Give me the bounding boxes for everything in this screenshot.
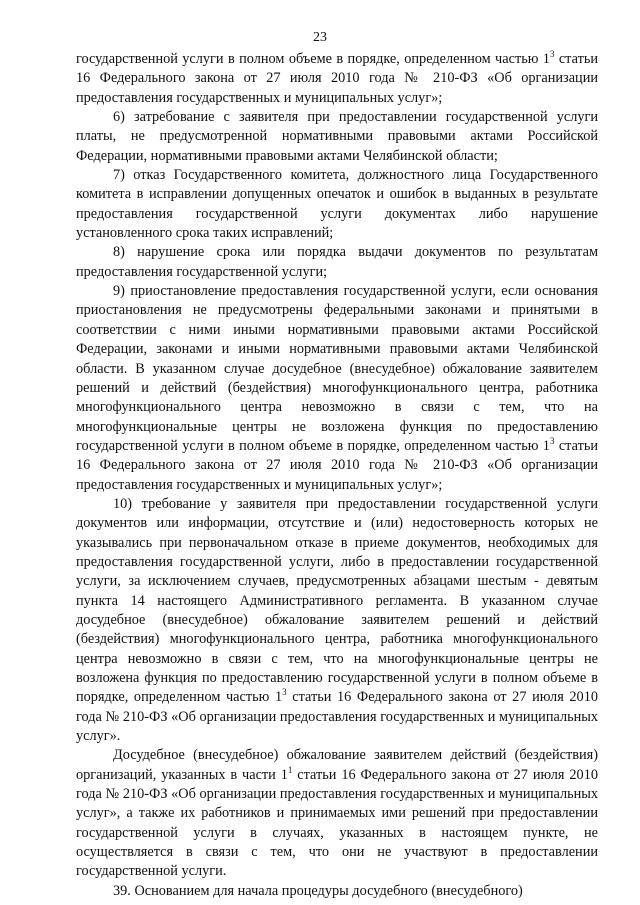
paragraph <box>76 282 598 495</box>
paragraph-text: статьи 16 Федерального закона от 27 июля 2010 года № 210-ФЗ «Об организации предоставления государственных и муниципальных услуг»; <box>76 437 598 493</box>
paragraph <box>76 243 598 282</box>
paragraph-text: Досудебное (внесудебное) обжалование заявителем действий (бездействия) организаций, указанных в части 1 <box>76 747 598 783</box>
paragraph-text: статьи 16 Федерального закона от 27 июля 2010 года № 210-ФЗ «Об организации предоставления государственных и муниципальных услуг»; <box>76 51 598 106</box>
paragraph <box>76 882 598 901</box>
paragraph <box>76 166 598 243</box>
paragraph <box>76 746 598 881</box>
paragraph-text: 39. Основанием для начала процедуры досудебного (внесудебного) <box>113 882 523 899</box>
paragraph-text: 10) требование у заявителя при предоставлении государственной услуги документов или информации, отсутствие и (или) недостоверность которых не указывались при первоначальном отказе в приеме документов, необходимых для предоставления государственной услуги, либо в предоставлении государственной услуги, за исключением случаев, предусмотренных абзацами шестым - девятым пункта 14 настоящего Административного регламента. В указанном случае досудебное (внесудебное) обжалование заявителем решений и действий (бездействия) многофункционального центра, работника многофункционального центра невозможно в связи с тем, что на многофункциональные центры не возложена функция по предоставлению государственной услуги в полном объеме в порядке, определенном частью 1 <box>76 495 598 706</box>
paragraph <box>76 50 598 108</box>
superscript: 3 <box>549 49 555 59</box>
paragraph-text: 8) нарушение срока или порядка выдачи документов по результатам предоставления государственной услуги; <box>76 244 598 280</box>
page-number: 23 <box>313 30 327 45</box>
paragraph-text: статьи 16 Федерального закона от 27 июля 2010 года № 210-ФЗ «Об организации предоставления государственных и муниципальных услуг», а также их работников и принимаемых ими решений при предоставлении государственной услуги в случаях, указанных в настоящем пункте, не осуществляется в связи с тем, что они не участвуют в предоставлении государственной услуги. <box>76 766 598 880</box>
paragraph-text: государственной услуги в полном объеме в порядке, определенном частью 1 <box>76 51 550 67</box>
paragraph-text: 6) затребование с заявителя при предоставлении государственной услуги платы, не предусмотренной нормативными правовыми актами Российской Федерации, нормативными правовыми актами Челябинской области; <box>76 109 598 164</box>
superscript: 3 <box>549 435 555 446</box>
superscript: 3 <box>282 687 287 698</box>
paragraph-text: статьи 16 Федерального закона от 27 июля 2010 года № 210-ФЗ «Об организации предоставления государственных и муниципальных услуг». <box>76 689 598 745</box>
superscript: 1 <box>287 764 293 775</box>
paragraph <box>76 108 598 166</box>
paragraph-text: 7) отказ Государственного комитета, должностного лица Государственного комитета в исправлении допущенных опечаток и ошибок в выданных в результате предоставления государственной услуги документах либо нарушение установленного срока таких исправлений; <box>76 167 598 242</box>
document-body <box>76 50 598 901</box>
paragraph-text: 9) приостановление предоставления государственной услуги, если основания приостановления не предусмотрены федеральными законами и принятыми в соответствии с ними иными нормативными правовыми актами Российской Федерации, законами и иными нормативными правовыми актами Челябинской области. В указанном случае досудебное (внесудебное) обжалование заявителем решений и действий (бездействия) многофункционального центра, работника многофункционального центра невозможно в связи с тем, что на многофункциональные центры не возложена функция по предоставлению государственной услуги в полном объеме в порядке, определенном частью 1 <box>76 283 598 454</box>
paragraph <box>76 495 598 746</box>
